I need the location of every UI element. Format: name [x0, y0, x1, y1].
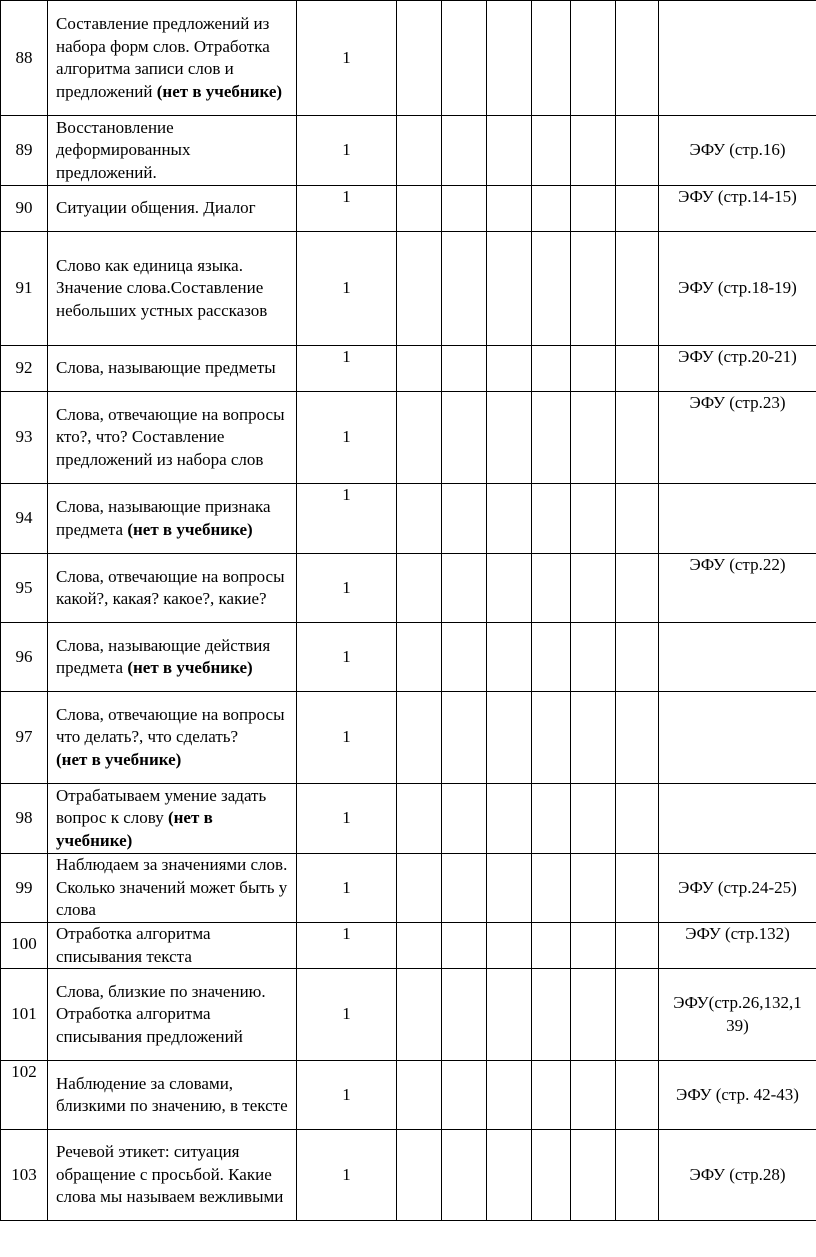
hours-cell: 1: [297, 969, 397, 1061]
no-textbook-note: (нет в учебнике): [56, 749, 182, 769]
empty-cell: [616, 1061, 659, 1130]
row-number: 89: [1, 116, 48, 186]
empty-cell: [571, 484, 616, 554]
hours-cell: 1: [297, 186, 397, 232]
resource-cell: ЭФУ(стр.26,132,139): [659, 969, 816, 1061]
empty-cell: [397, 1061, 442, 1130]
empty-cell: [616, 186, 659, 232]
hours-cell: 1: [297, 392, 397, 484]
empty-cell: [532, 232, 571, 346]
table-row: [1, 116, 816, 186]
empty-cell: [397, 116, 442, 186]
lesson-topic: Наблюдение за словами, близкими по значению, в тексте: [48, 1061, 297, 1130]
no-textbook-note: (нет в учебнике): [56, 808, 213, 850]
empty-cell: [487, 346, 532, 392]
table-row: [1, 484, 816, 554]
empty-cell: [616, 1, 659, 116]
resource-cell: [659, 784, 816, 854]
table-row: [1, 692, 816, 784]
empty-cell: [397, 854, 442, 923]
row-number: 101: [1, 969, 48, 1061]
empty-cell: [487, 1130, 532, 1221]
empty-cell: [442, 116, 487, 186]
hours-cell: 1: [297, 1, 397, 116]
row-number: 98: [1, 784, 48, 854]
empty-cell: [571, 116, 616, 186]
hours-cell: 1: [297, 346, 397, 392]
empty-cell: [571, 554, 616, 623]
empty-cell: [616, 554, 659, 623]
empty-cell: [616, 1130, 659, 1221]
hours-cell: 1: [297, 554, 397, 623]
resource-cell: [659, 484, 816, 554]
empty-cell: [397, 346, 442, 392]
empty-cell: [532, 186, 571, 232]
empty-cell: [442, 923, 487, 969]
empty-cell: [442, 692, 487, 784]
resource-cell: [659, 1, 816, 116]
no-textbook-note: (нет в учебнике): [127, 658, 253, 677]
lesson-topic: Слова, называющие действия предмета (нет в учебнике): [48, 623, 297, 692]
row-number: 99: [1, 854, 48, 923]
empty-cell: [616, 969, 659, 1061]
empty-cell: [616, 116, 659, 186]
hours-cell: 1: [297, 1061, 397, 1130]
empty-cell: [442, 623, 487, 692]
lesson-topic: Отрабатываем умение задать вопрос к слову (нет в учебнике): [48, 784, 297, 854]
empty-cell: [442, 232, 487, 346]
row-number: 95: [1, 554, 48, 623]
empty-cell: [487, 692, 532, 784]
lesson-topic: Ситуации общения. Диалог: [48, 186, 297, 232]
hours-cell: 1: [297, 854, 397, 923]
lesson-topic: Слово как единица языка. Значение слова.Составление небольших устных рассказов: [48, 232, 297, 346]
empty-cell: [442, 484, 487, 554]
hours-cell: 1: [297, 116, 397, 186]
hours-cell: 1: [297, 784, 397, 854]
empty-cell: [532, 392, 571, 484]
empty-cell: [532, 116, 571, 186]
no-textbook-note: (нет в учебнике): [127, 519, 253, 539]
lesson-topic: Слова, называющие признака предмета (нет в учебнике): [48, 484, 297, 554]
table-row: [1, 923, 816, 969]
empty-cell: [571, 623, 616, 692]
empty-cell: [532, 692, 571, 784]
empty-cell: [571, 186, 616, 232]
resource-cell: ЭФУ (стр.14-15): [659, 186, 816, 232]
empty-cell: [571, 923, 616, 969]
empty-cell: [571, 232, 616, 346]
hours-cell: 1: [297, 623, 397, 692]
empty-cell: [532, 346, 571, 392]
hours-cell: 1: [297, 1130, 397, 1221]
lesson-topic: Слова, отвечающие на вопросы какой?, какая? какое?, какие?: [48, 554, 297, 623]
row-number: 102: [1, 1061, 48, 1130]
empty-cell: [442, 1061, 487, 1130]
empty-cell: [397, 1, 442, 116]
lesson-topic: Составление предложений из набора форм слов. Отработка алгоритма записи слов и предложений (нет в учебнике): [48, 1, 297, 116]
row-number: 93: [1, 392, 48, 484]
empty-cell: [487, 116, 532, 186]
empty-cell: [532, 554, 571, 623]
empty-cell: [487, 623, 532, 692]
empty-cell: [571, 346, 616, 392]
empty-cell: [397, 784, 442, 854]
table-row: [1, 554, 816, 623]
resource-cell: [659, 623, 816, 692]
empty-cell: [532, 784, 571, 854]
empty-cell: [532, 969, 571, 1061]
resource-cell: ЭФУ (стр.16): [659, 116, 816, 186]
row-number: 94: [1, 484, 48, 554]
empty-cell: [532, 1, 571, 116]
resource-cell: ЭФУ (стр.28): [659, 1130, 816, 1221]
table-row: [1, 623, 816, 692]
empty-cell: [442, 784, 487, 854]
hours-cell: 1: [297, 692, 397, 784]
empty-cell: [571, 1061, 616, 1130]
empty-cell: [571, 969, 616, 1061]
empty-cell: [397, 392, 442, 484]
empty-cell: [571, 1130, 616, 1221]
empty-cell: [571, 392, 616, 484]
lesson-topic: Отработка алгоритма списывания текста: [48, 923, 297, 969]
row-number: 100: [1, 923, 48, 969]
empty-cell: [487, 186, 532, 232]
row-number: 88: [1, 1, 48, 116]
resource-cell: ЭФУ (стр.20-21): [659, 346, 816, 392]
resource-cell: ЭФУ (стр. 42-43): [659, 1061, 816, 1130]
empty-cell: [487, 554, 532, 623]
empty-cell: [532, 484, 571, 554]
hours-cell: 1: [297, 923, 397, 969]
empty-cell: [616, 232, 659, 346]
lesson-topic: Слова, называющие предметы: [48, 346, 297, 392]
empty-cell: [616, 392, 659, 484]
table-row: [1, 232, 816, 346]
empty-cell: [571, 854, 616, 923]
row-number: 103: [1, 1130, 48, 1221]
resource-cell: ЭФУ (стр.18-19): [659, 232, 816, 346]
empty-cell: [442, 346, 487, 392]
empty-cell: [487, 1061, 532, 1130]
lesson-topic: Наблюдаем за значениями слов. Сколько значений может быть у слова: [48, 854, 297, 923]
empty-cell: [487, 784, 532, 854]
empty-cell: [487, 969, 532, 1061]
empty-cell: [487, 1, 532, 116]
empty-cell: [397, 186, 442, 232]
table-row: [1, 346, 816, 392]
resource-cell: ЭФУ (стр.22): [659, 554, 816, 623]
empty-cell: [442, 186, 487, 232]
empty-cell: [487, 923, 532, 969]
empty-cell: [616, 692, 659, 784]
table-row: [1, 392, 816, 484]
empty-cell: [397, 554, 442, 623]
empty-cell: [397, 923, 442, 969]
row-number: 91: [1, 232, 48, 346]
no-textbook-note: (нет в учебнике): [156, 81, 283, 101]
empty-cell: [532, 923, 571, 969]
empty-cell: [397, 969, 442, 1061]
row-number: 97: [1, 692, 48, 784]
empty-cell: [397, 623, 442, 692]
empty-cell: [397, 1130, 442, 1221]
table-row: [1, 186, 816, 232]
empty-cell: [397, 692, 442, 784]
empty-cell: [532, 1061, 571, 1130]
empty-cell: [616, 623, 659, 692]
empty-cell: [442, 392, 487, 484]
empty-cell: [487, 854, 532, 923]
empty-cell: [442, 1130, 487, 1221]
empty-cell: [571, 692, 616, 784]
lesson-topic: Речевой этикет: ситуация обращение с просьбой. Какие слова мы называем вежливыми: [48, 1130, 297, 1221]
empty-cell: [442, 969, 487, 1061]
lesson-topic: Слова, отвечающие на вопросы кто?, что? Составление предложений из набора слов: [48, 392, 297, 484]
row-number: 90: [1, 186, 48, 232]
empty-cell: [616, 923, 659, 969]
empty-cell: [442, 854, 487, 923]
empty-cell: [487, 484, 532, 554]
table-row: [1, 1130, 816, 1221]
hours-cell: 1: [297, 232, 397, 346]
table-row: [1, 784, 816, 854]
empty-cell: [487, 232, 532, 346]
lesson-topic: Восстановление деформированных предложений.: [48, 116, 297, 186]
row-number: 92: [1, 346, 48, 392]
empty-cell: [616, 854, 659, 923]
empty-cell: [532, 1130, 571, 1221]
empty-cell: [532, 623, 571, 692]
empty-cell: [616, 784, 659, 854]
resource-cell: ЭФУ (стр.24-25): [659, 854, 816, 923]
resource-cell: [659, 692, 816, 784]
row-number: 96: [1, 623, 48, 692]
lesson-topic: Слова, близкие по значению. Отработка алгоритма списывания предложений: [48, 969, 297, 1061]
empty-cell: [616, 346, 659, 392]
empty-cell: [487, 392, 532, 484]
empty-cell: [442, 554, 487, 623]
empty-cell: [571, 1, 616, 116]
table-row: [1, 1061, 816, 1130]
empty-cell: [616, 484, 659, 554]
empty-cell: [442, 1, 487, 116]
empty-cell: [532, 854, 571, 923]
hours-cell: 1: [297, 484, 397, 554]
empty-cell: [397, 232, 442, 346]
table-row: [1, 854, 816, 923]
table-row: [1, 1, 816, 116]
lesson-topic: Слова, отвечающие на вопросы что делать?, что сделать? (нет в учебнике): [48, 692, 297, 784]
resource-cell: ЭФУ (стр.23): [659, 392, 816, 484]
table-row: [1, 969, 816, 1061]
empty-cell: [571, 784, 616, 854]
empty-cell: [397, 484, 442, 554]
resource-cell: ЭФУ (стр.132): [659, 923, 816, 969]
